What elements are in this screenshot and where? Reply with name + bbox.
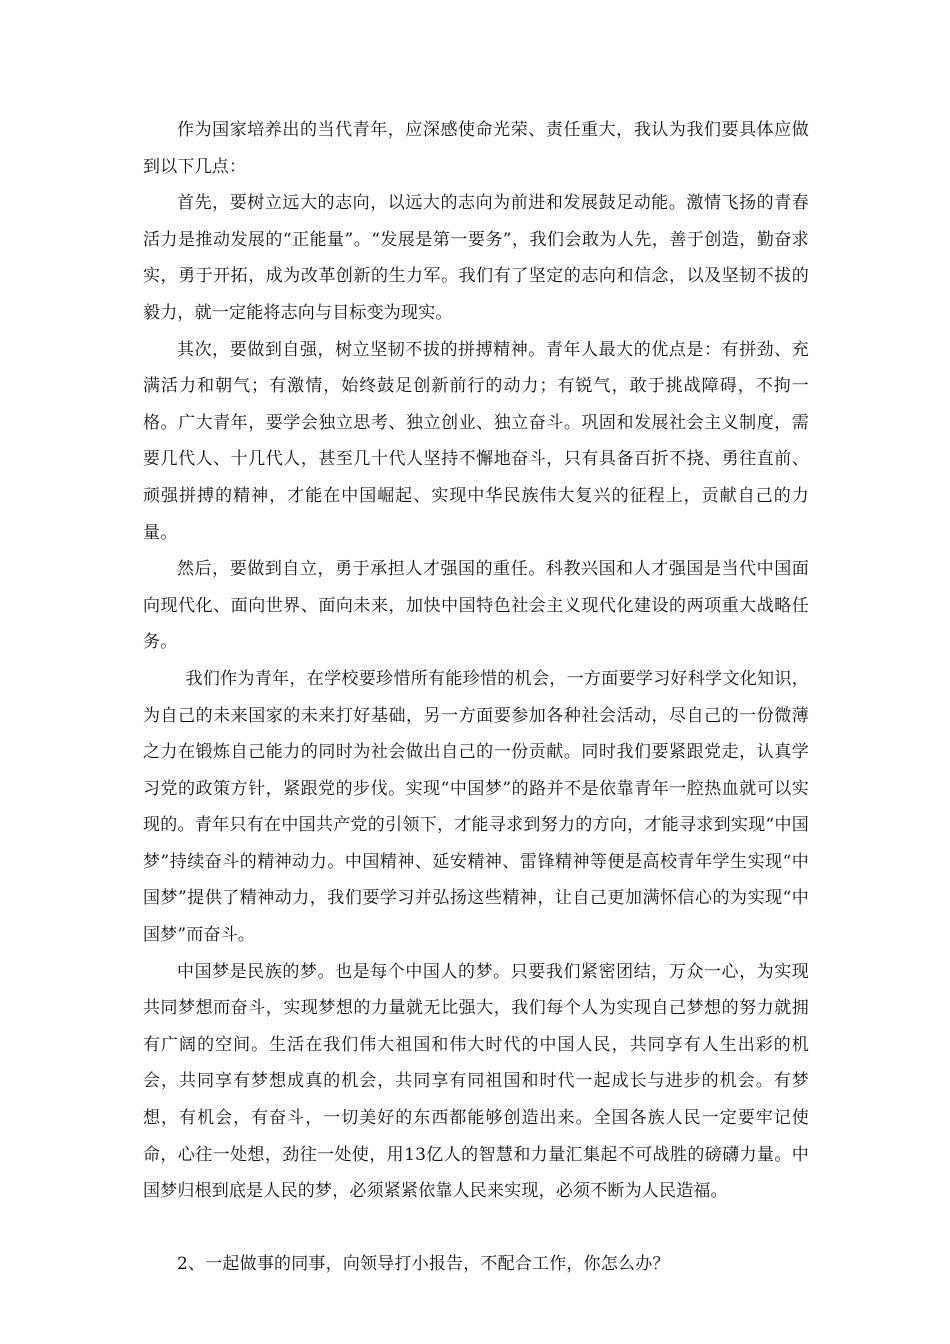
document-body <box>143 112 809 1282</box>
paragraph-chinese-dream: 中国梦是民族的梦。也是每个中国人的梦。只要我们紧密团结，万众一心，为实现共同梦想而奋斗，实现梦想的力量就无比强大，我们每个人为实现自己梦想的努力就拥有广阔的空间。生活在我们伟大祖国和伟大时代的中国人民，共同享有人生出彩的机会，共同享有梦想成真的机会，共同享有同祖国和时代一起成长与进步的机会。有梦想，有机会，有奋斗，一切美好的东西都能够创造出来。全国各族人民一定要牢记使命，心往一处想，劲往一处使，用13亿人的智慧和力量汇集起不可战胜的磅礴力量。中国梦归根到底是人民的梦，必须紧紧依靠人民来实现，必须不断为人民造福。 <box>143 961 809 1202</box>
paragraph-second-point: 其次，要做到自强，树立坚韧不拔的拼搏精神。青年人最大的优点是：有拼劲、充满活力和朝气；有激情，始终鼓足创新前行的动力；有锐气，敢于挑战障碍，不拘一格。广大青年，要学会独立思考、独立创业、独立奋斗。巩固和发展社会主义制度，需要几代人、十几代人，甚至几十代人坚持不懈地奋斗，只有具备百折不挠、勇往直前、顽强拼搏的精神，才能在中国崛起、实现中华民族伟大复兴的征程上，贡献自己的力量。 <box>143 339 809 543</box>
paragraph-third-point: 然后，要做到自立，勇于承担人才强国的重任。科教兴国和人才强国是当代中国面向现代化、面向世界、面向未来，加快中国特色社会主义现代化建设的两项重大战略任务。 <box>143 559 809 653</box>
question-heading: 2、一起做事的同事，向领导打小报告，不配合工作，你怎么办？ <box>177 1253 670 1274</box>
paragraph-intro: 作为国家培养出的当代青年，应深感使命光荣、责任重大，我认为我们要具体应做到以下几点： <box>143 120 809 177</box>
paragraph-first-point: 首先，要树立远大的志向，以远大的志向为前进和发展鼓足动能。激情飞扬的青春活力是推动发展的“正能量”。“发展是第一要务”，我们会敢为人先，善于创造，勤奋求实，勇于开拓，成为改革创新的生力军。我们有了坚定的志向和信念，以及坚韧不拔的毅力，就一定能将志向与目标变为现实。 <box>143 193 809 323</box>
paragraph-youth-role: 我们作为青年，在学校要珍惜所有能珍惜的机会，一方面要学习好科学文化知识，为自己的未来国家的未来打好基础，另一方面要参加各种社会活动，尽自己的一份微薄之力在锻炼自己能力的同时为社会做出自己的一份贡献。同时我们要紧跟党走，认真学习党的政策方针，紧跟党的步伐。实现“中国梦”的路并不是依靠青年一腔热血就可以实现的。青年只有在中国共产党的引领下，才能寻求到努力的方向，才能寻求到实现“中国梦”持续奋斗的精神动力。中国精神、延安精神、雷锋精神等便是高校青年学生实现“中国梦”提供了精神动力，我们要学习并弘扬这些精神，让自己更加满怀信心的为实现“中国梦”而奋斗。 <box>143 668 809 946</box>
